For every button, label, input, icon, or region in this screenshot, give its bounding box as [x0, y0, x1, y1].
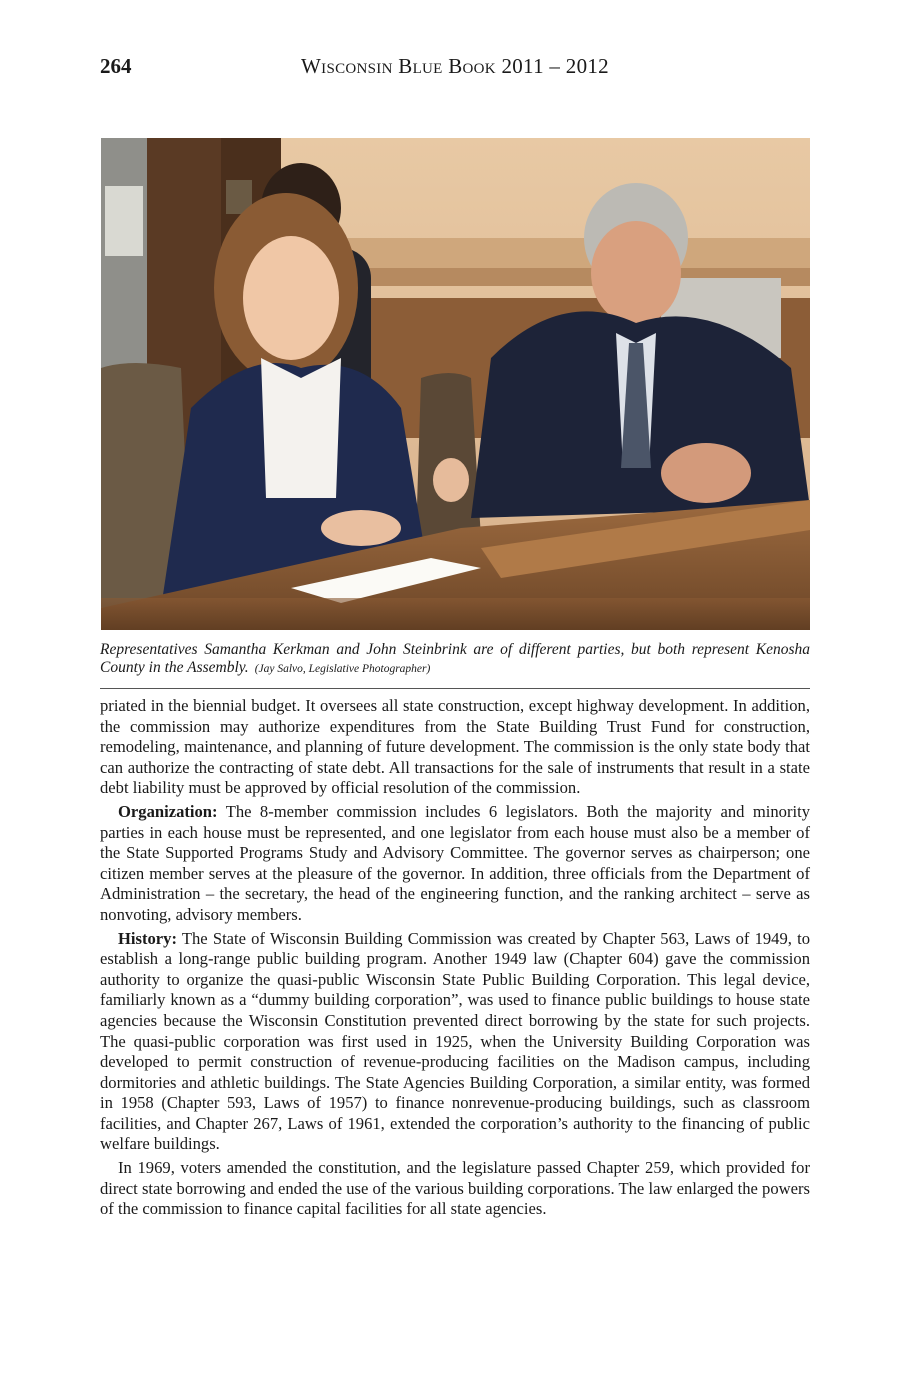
page-number: 264 — [100, 54, 132, 78]
page-header — [100, 54, 810, 82]
paragraph-1969: In 1969, voters amended the constitution, and the legislature passed Chapter 259, which provided for direct state borrowing and ended the use of the various building corporations. The law enlarged the powers of the commission to finance capital facilities for all state agencies. — [100, 1158, 810, 1219]
photograph — [101, 138, 810, 630]
paragraph-history — [100, 929, 810, 1156]
running-title: Wisconsin Blue Book 2011 – 2012 — [301, 54, 609, 78]
photo-caption — [100, 641, 810, 678]
history-heading: History: — [118, 928, 177, 948]
paragraph-organization — [100, 802, 810, 926]
history-text: The State of Wisconsin Building Commission was created by Chapter 563, Laws of 1949, to establish a long-range public building program. Another 1949 law (Chapter 604) gave the commission authority to organize the quasi-public Wisconsin State Public Building Corporation. This legal device, familiarly known as a “dummy building corporation”, was used to finance public buildings to house state agencies because the Wisconsin Constitution prevented direct borrowing by the state for such projects. The quasi-public corporation was first used in 1925, when the University Building Corporation was developed to permit construction of revenue-producing facilities on the Madison campus, including dormitories and athletic buildings. The State Agencies Building Corporation, a similar entity, was formed in 1958 (Chapter 593, Laws of 1957) to finance nonrevenue-producing buildings, such as classroom facilities, and Chapter 267, Laws of 1961, extended the corporation’s authority to the financing of public welfare buildings. — [100, 928, 810, 1154]
photograph-icon — [101, 138, 810, 630]
organization-text: The 8-member commission includes 6 legislators. Both the majority and minority parties in each house must be represented, and one legislator from each house must also be a member of the State Supported Programs Study and Advisory Committee. The governor serves as chairperson; one citizen member serves at the pleasure of the governor. In addition, three officials from the Department of Administration – the secretary, the head of the engineering function, and the ranking architect – serve as nonvoting, advisory members. — [100, 801, 810, 924]
article-body — [100, 696, 810, 1223]
caption-text: Representatives Samantha Kerkman and John Steinbrink are of different parties, but both represent Kenosha County in the Assembly. — [100, 641, 810, 676]
paragraph-continued: priated in the biennial budget. It oversees all state construction, except highway development. In addition, the commission may authorize expenditures from the State Building Trust Fund for construction, remodeling, maintenance, and planning of future development. The commission is the only state body that can authorize the contracting of state debt. All transactions for the sale of instruments that result in a state debt liability must be approved by official resolution of the commission. — [100, 696, 810, 798]
organization-heading: Organization: — [118, 801, 218, 821]
photo-credit: (Jay Salvo, Legislative Photographer) — [254, 663, 431, 675]
caption-divider — [100, 688, 810, 689]
